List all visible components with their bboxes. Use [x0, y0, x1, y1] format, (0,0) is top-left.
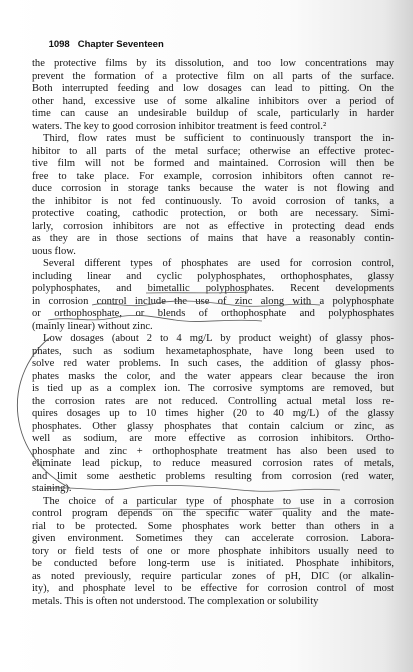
text-line: other hand, excessive use of some alkaline inhibitors over a period of: [32, 95, 394, 107]
text-line: (mainly linear) without zinc.: [32, 320, 153, 332]
paragraph: [32, 333, 394, 496]
text-line: phates masks the color, and the water appears clear because the iron: [32, 370, 394, 382]
text-line: tory or field tests of one or more phosphate inhibitors usually need to: [32, 545, 394, 557]
text-line: uous flow.: [32, 245, 76, 257]
text-line: protective coating, cathodic protection, or both are necessary. Simi-: [32, 208, 394, 219]
text-line: staining).: [32, 483, 72, 494]
paragraph: [32, 496, 394, 609]
text-line: or orthophosphate, or blends of orthophosphate and polyphosphates: [32, 308, 394, 319]
paragraph: [32, 133, 394, 258]
text-line: well as sodium, are more effective as corrosion inhibitors. Ortho-: [32, 433, 394, 444]
text-line: the protective films by its dissolution, and too low concentrations may: [32, 58, 394, 69]
text-line: control program depends on the specific water quality and the mate-: [32, 508, 394, 519]
text-line: quires dosages up to 10 times higher (20 to 40 mg/L) of the glassy: [32, 408, 394, 419]
text-line: the corrosion rates are not reduced. Controlling actual metal loss re-: [32, 395, 394, 407]
text-line: metals. This is often not understood. The complexation or solubility: [32, 595, 319, 607]
text-line: as noted previously, require particular zones of pH, DIC (or alkalin-: [32, 570, 394, 582]
text-line: Third, flow rates must be sufficient to continuously transport the in-: [43, 133, 394, 144]
body-text: [32, 58, 394, 608]
text-line: polyphosphates, and bimetallic polyphosphates. Recent developments: [32, 283, 394, 294]
text-line: is tied up as a complex ion. The corrosive symptoms are removed, but: [32, 383, 394, 394]
text-line: rial to be protected. Some phosphates work better than others in a: [32, 520, 394, 532]
text-line: Several different types of phosphates are used for corrosion control,: [43, 258, 394, 269]
text-line: prevent the formation of a protective film on all parts of the surface.: [32, 70, 394, 82]
paragraph: [32, 258, 394, 333]
text-line: phates, such as sodium hexametaphosphate, have long been used to: [32, 345, 394, 357]
text-line: Both interrupted feeding and low dosages can lead to pitting. On the: [32, 83, 394, 94]
text-line: including linear and cyclic polyphosphates, orthophosphates, glassy: [32, 270, 394, 282]
text-line: and limit some aesthetic problems resulting from corrosion (red water,: [32, 470, 394, 482]
text-line: given environment. Sometimes they can accelerate corrosion. Labora-: [32, 533, 394, 544]
text-line: duce corrosion in storage tanks because the water is not flowing and: [32, 183, 394, 194]
text-line: larly, corrosion inhibitors are not as effective in protecting dead ends: [32, 220, 394, 232]
running-header: [38, 28, 164, 61]
text-line: be conducted before long-term use is initiated. Phosphate inhibitors,: [32, 558, 394, 569]
text-line: waters. The key to good corrosion inhibitor treatment is feed control.²: [32, 120, 327, 132]
chapter-title: Chapter Seventeen: [77, 39, 164, 50]
text-line: tive film will not be formed and maintained. Corrosion will then be: [32, 158, 394, 169]
paragraph: [32, 58, 394, 133]
text-line: eliminate lead pickup, to reduce measured corrosion rates of metals,: [32, 458, 394, 469]
text-line: free to take place. For example, corrosion inhibitors often cannot re-: [32, 170, 394, 182]
text-line: ity), and phosphate level to be effective for corrosion control of most: [32, 583, 394, 594]
text-line: in corrosion control include the use of zinc along with a polyphosphate: [32, 295, 394, 307]
text-line: The choice of a particular type of phosphate to use in a corrosion: [43, 495, 394, 507]
text-line: Low dosages (about 2 to 4 mg/L by product weight) of glassy phos-: [43, 333, 394, 344]
text-line: phosphate and zinc + orthophosphate treatment has also been used to: [32, 445, 394, 457]
text-line: solve red water problems. In such cases, the addition of glassy phos-: [32, 358, 394, 369]
text-line: as they are in those sections of mains that have a reasonably contin-: [32, 233, 394, 244]
text-line: hibitor to all parts of the metal surface; otherwise an effective protec-: [32, 145, 394, 157]
page-number: 1098: [48, 39, 70, 50]
text-line: the inhibitor is not fed continuously. To avoid corrosion of tanks, a: [32, 195, 394, 207]
text-line: time can cause an undesirable buildup of scale, particularly in harder: [32, 108, 394, 119]
text-line: phosphates. Other glassy phosphates that contain calcium or zinc, as: [32, 420, 394, 432]
